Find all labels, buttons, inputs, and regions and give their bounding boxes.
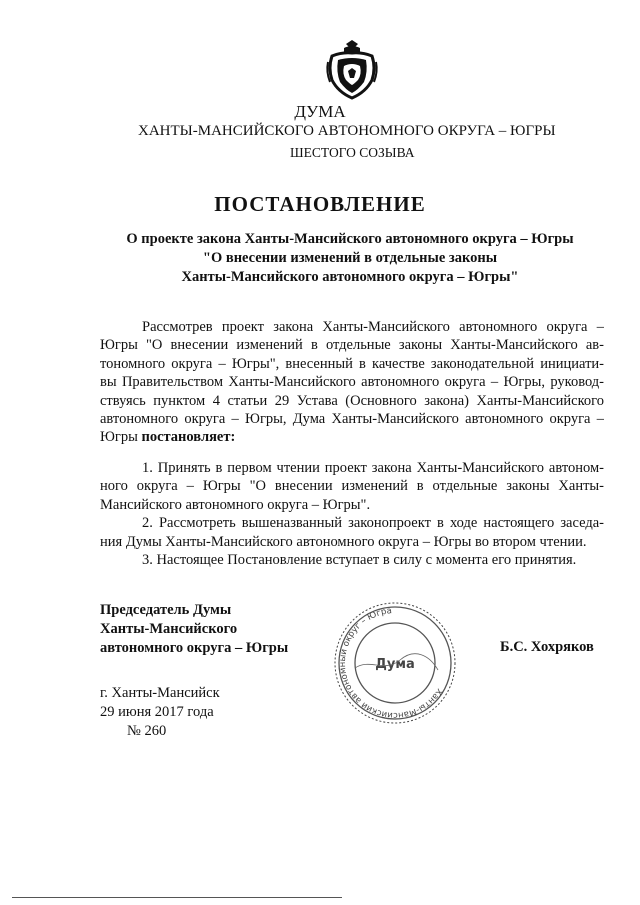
position-line: Ханты-Мансийского: [100, 621, 238, 637]
document-type: ПОСТАНОВЛЕНИЕ: [214, 192, 426, 216]
place-date-number: [100, 684, 220, 741]
document-title: [100, 230, 600, 287]
text-line: ствуясь пунктом 4 статьи 29 Устава (Основного закона) Ханты-Мансийского: [100, 392, 604, 409]
org-name: ДУМА: [294, 102, 346, 121]
footer-divider: [12, 897, 342, 898]
item-1-line: Мансийского автономного округа – Югры".: [100, 496, 371, 513]
position-line: Председатель Думы: [100, 602, 232, 618]
position-line: автономного округа – Югры: [100, 640, 289, 656]
text-line: [100, 428, 604, 446]
date: 29 июня 2017 года: [100, 704, 214, 720]
text-line: тономного округа – Югры", внесенный в качестве законодательной инициати-: [100, 355, 604, 372]
text-run: Югры: [100, 429, 142, 446]
text-line: Югры "О внесении изменений в отдельные законы Ханты-Мансийского ав-: [100, 337, 604, 354]
item-1-line: 1. Принять в первом чтении проект закона Ханты-Мансийского автоном-: [142, 460, 604, 476]
title-line: О проекте закона Ханты-Мансийского автономного округа – Югры: [126, 231, 574, 247]
stamp-ring-text: Ханты-Мансийский автономный округ – Югра: [337, 606, 445, 721]
document-number: № 260: [127, 723, 167, 739]
convocation: ШЕСТОГО СОЗЫВА: [290, 145, 415, 160]
item-1-line: ного округа – Югры "О внесении изменений в отдельные законы Ханты-: [100, 478, 604, 495]
city: г. Ханты-Мансийск: [100, 685, 220, 701]
coat-of-arms-emblem-icon: [324, 38, 380, 100]
signatory-name: Б.С. Хохряков: [500, 639, 594, 655]
signatory-position: [100, 601, 310, 658]
item-2-line: ния Думы Ханты-Мансийского автономного округа – Югры во втором чтении.: [100, 533, 587, 550]
item-3-line: 3. Настоящее Постановление вступает в силу с момента его принятия.: [142, 552, 577, 569]
resolution-items: [100, 459, 604, 569]
text-line: вы Правительством Ханты-Мансийского автономного округа – Югры, руковод-: [100, 374, 604, 391]
title-line: Ханты-Мансийского автономного округа – Югры": [181, 269, 519, 285]
text-line: Рассмотрев проект закона Ханты-Мансийского автономного округа –: [142, 319, 604, 335]
item-2-line: 2. Рассмотреть вышеназванный законопроект в ходе настоящего заседа-: [142, 515, 604, 532]
preamble-paragraph: [100, 318, 604, 447]
resolve-word: постановляет:: [141, 429, 236, 446]
stamp-center-text: Дума: [375, 657, 415, 672]
text-line: автономного округа – Югры, Дума Ханты-Мансийского автономного округа –: [100, 411, 604, 428]
official-stamp: [330, 598, 460, 728]
okrug-name: ХАНТЫ-МАНСИЙСКОГО АВТОНОМНОГО ОКРУГА – ЮГРЫ: [138, 123, 556, 139]
title-line: "О внесении изменений в отдельные законы: [202, 250, 498, 266]
